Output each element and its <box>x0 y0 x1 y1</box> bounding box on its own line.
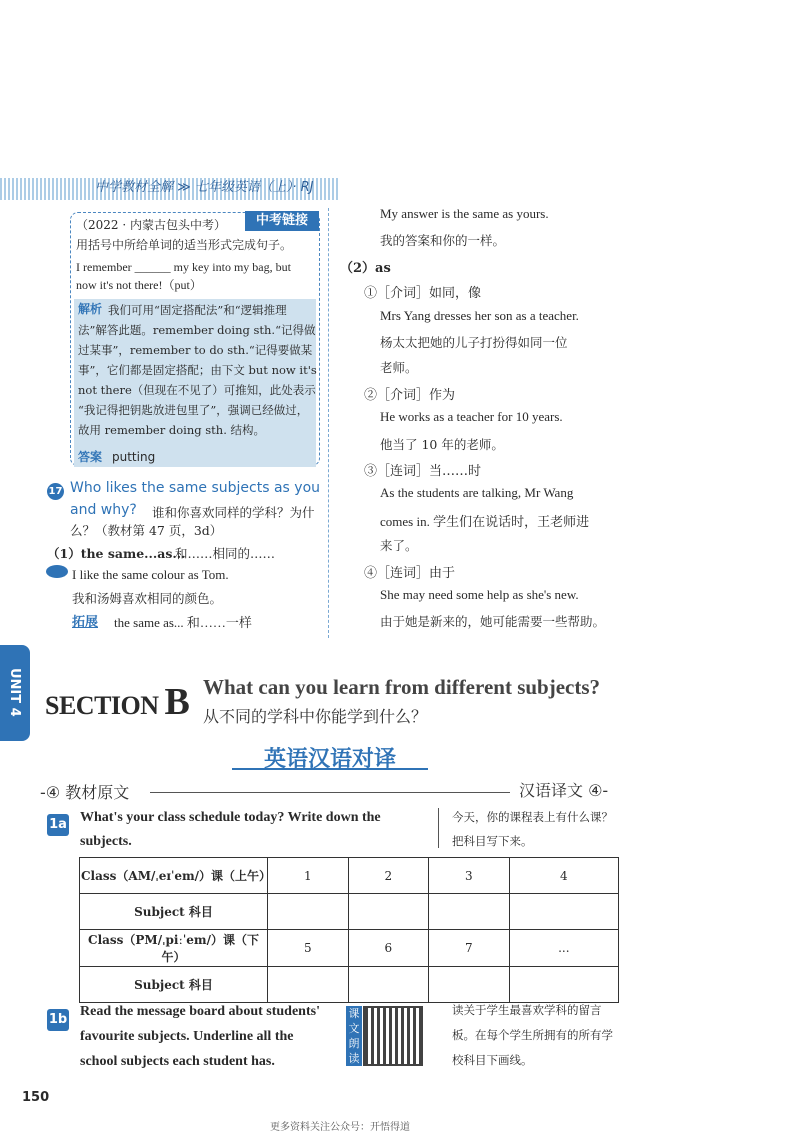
column-divider <box>328 208 329 638</box>
schedule-cell[interactable] <box>348 894 429 930</box>
answer-text: putting <box>112 450 156 464</box>
exam-source: （2022 · 内蒙古包头中考） <box>76 218 226 232</box>
note-english: She may need some help as she's new. <box>380 587 579 602</box>
q1a-cn-line2: 把科目写下来。 <box>452 834 533 848</box>
analysis-line: 我们可用“固定搭配法”和“逻辑推理 <box>108 303 287 317</box>
schedule-cell[interactable]: ... <box>509 930 618 967</box>
analysis-label: 解析 <box>78 302 103 316</box>
schedule-cell[interactable] <box>268 967 349 1003</box>
note-chinese: 老师。 <box>380 360 418 376</box>
schedule-row-label: Subject 科目 <box>80 967 268 1003</box>
q1a-badge: 1a <box>47 814 69 836</box>
schedule-cell[interactable] <box>348 967 429 1003</box>
note-usage: ②［介词］作为 <box>364 387 456 403</box>
schedule-row-label: Class（PM/ˌpiːˈem/）课（下午） <box>80 930 268 967</box>
extension-text: the same as... 和……一样 <box>114 615 252 630</box>
q17-number-badge: 17 <box>47 483 64 500</box>
schedule-row <box>80 894 619 930</box>
schedule-cell[interactable]: 3 <box>429 858 510 894</box>
note-english: Mrs Yang dresses her son as a teacher. <box>380 307 579 323</box>
note-heading: （2）as <box>340 260 391 276</box>
note-english: My answer is the same as yours. <box>380 206 549 221</box>
q17-item1-meaning: 和……相同的…… <box>175 546 276 561</box>
schedule-cell[interactable]: 2 <box>348 858 429 894</box>
schedule-cell[interactable]: 5 <box>268 930 349 967</box>
analysis-line: not there（但现在不见了）可推知，此处表示 <box>78 383 316 397</box>
note-chinese: 杨太太把她的儿子打扮得如同一位 <box>380 335 568 350</box>
q17-title-line1: Who likes the same subjects as you <box>70 480 321 496</box>
q1a-divider <box>438 808 439 848</box>
class-schedule-table <box>79 857 619 1003</box>
exam-sentence-2: now it's not there!（put） <box>76 278 202 292</box>
q17-title-line2-cn: 谁和你喜欢同样的学科？为什 <box>152 505 315 520</box>
note-english: As the students are talking, Mr Wang <box>380 485 574 501</box>
q1b-cn-line2: 板。在每个学生所拥有的所有学 <box>452 1028 613 1042</box>
note-english: comes in. 学生们在说话时，王老师进 <box>380 513 590 529</box>
q1a-cn-line1: 今天，你的课程表上有什么课？ <box>452 810 613 824</box>
header-rule <box>150 792 510 793</box>
q1a-en-line2: subjects. <box>80 834 132 849</box>
example-icon <box>46 565 68 578</box>
analysis-line: 过某事”，remember to do sth.“记得要做某 <box>78 343 313 357</box>
note-english: He works as a teacher for 10 years. <box>380 409 563 425</box>
note-chinese: 由于她是新来的，她可能需要一些帮助。 <box>380 614 606 630</box>
answer-label: 答案 <box>78 450 103 464</box>
schedule-row-label: Subject 科目 <box>80 894 268 930</box>
exam-tag: 中考链接 <box>245 211 319 231</box>
translation-header: 汉语译文 ④- <box>519 781 609 800</box>
section-letter: B <box>164 681 190 723</box>
note-chinese: 我的答案和你的一样。 <box>380 233 506 249</box>
note-usage: ③［连词］当……时 <box>364 464 482 479</box>
q17-title-line2-en: and why? <box>70 502 137 518</box>
schedule-row <box>80 930 619 967</box>
q1b-badge: 1b <box>47 1009 69 1031</box>
book-header: 中学教材全解 ≫ 七年级英语（上）· RJ <box>95 180 314 195</box>
q1a-en-line1: What's your class schedule today? Write down the <box>80 810 381 825</box>
q17-example-en: I like the same colour as Tom. <box>72 567 229 582</box>
q1b-en-line3: school subjects each student has. <box>80 1054 275 1069</box>
exam-instruction: 用括号中所给单词的适当形式完成句子。 <box>76 238 293 252</box>
analysis-line: 法”解答此题。remember doing sth.“记得做 <box>78 323 316 337</box>
note-chinese: 来了。 <box>380 538 418 554</box>
schedule-cell[interactable]: 4 <box>509 858 618 894</box>
banner-title: 英语汉语对译 <box>232 742 428 770</box>
note-usage: ①［介词］如同，像 <box>364 286 482 302</box>
audio-tag: 课文朗读 <box>346 1006 362 1066</box>
extension-label: 拓展 <box>72 615 99 630</box>
section-subtitle: 从不同的学科中你能学到什么？ <box>203 707 428 726</box>
schedule-row-label: Class（AM/ˌeɪˈem/）课（上午） <box>80 858 268 894</box>
q17-title-line3: 么？（教材第 47 页，3d） <box>70 523 223 538</box>
original-text-header: -④ 教材原文 <box>40 783 130 802</box>
qr-code[interactable] <box>363 1006 423 1066</box>
schedule-cell[interactable]: 7 <box>429 930 510 967</box>
q1b-cn-line3: 校科目下画线。 <box>452 1053 533 1067</box>
exam-sentence-1: I remember ______ my key into my bag, but <box>76 260 291 274</box>
analysis-line: “我记得把钥匙放进包里了”，强调已经做过， <box>78 403 309 417</box>
schedule-row <box>80 858 619 894</box>
unit-label: UNIT 4 <box>7 668 22 717</box>
schedule-cell[interactable]: 1 <box>268 858 349 894</box>
schedule-cell[interactable] <box>509 894 618 930</box>
section-label: SECTION B <box>45 681 190 723</box>
section-title: What can you learn from different subjects? <box>203 675 601 699</box>
q17-example-cn: 我和汤姆喜欢相同的颜色。 <box>72 591 223 606</box>
page-number: 150 <box>22 1090 50 1105</box>
q17-item1-head: （1）the same...as... <box>47 546 186 561</box>
analysis-line: 故用 remember doing sth. 结构。 <box>78 423 266 437</box>
schedule-cell[interactable]: 6 <box>348 930 429 967</box>
q1b-en-line2: favourite subjects. Underline all the <box>80 1029 294 1044</box>
q1b-en-line1: Read the message board about students' <box>80 1004 320 1019</box>
schedule-cell[interactable] <box>268 894 349 930</box>
note-usage: ④［连词］由于 <box>364 565 456 581</box>
q1b-cn-line1: 读关于学生最喜欢学科的留言 <box>452 1003 602 1017</box>
footer-note: 更多资料关注公众号：开悟得道 <box>270 1122 410 1133</box>
note-chinese: 他当了 10 年的老师。 <box>380 436 504 452</box>
analysis-line: 事”，它们都是固定搭配；由下文 but now it's <box>78 363 317 377</box>
schedule-cell[interactable] <box>429 894 510 930</box>
